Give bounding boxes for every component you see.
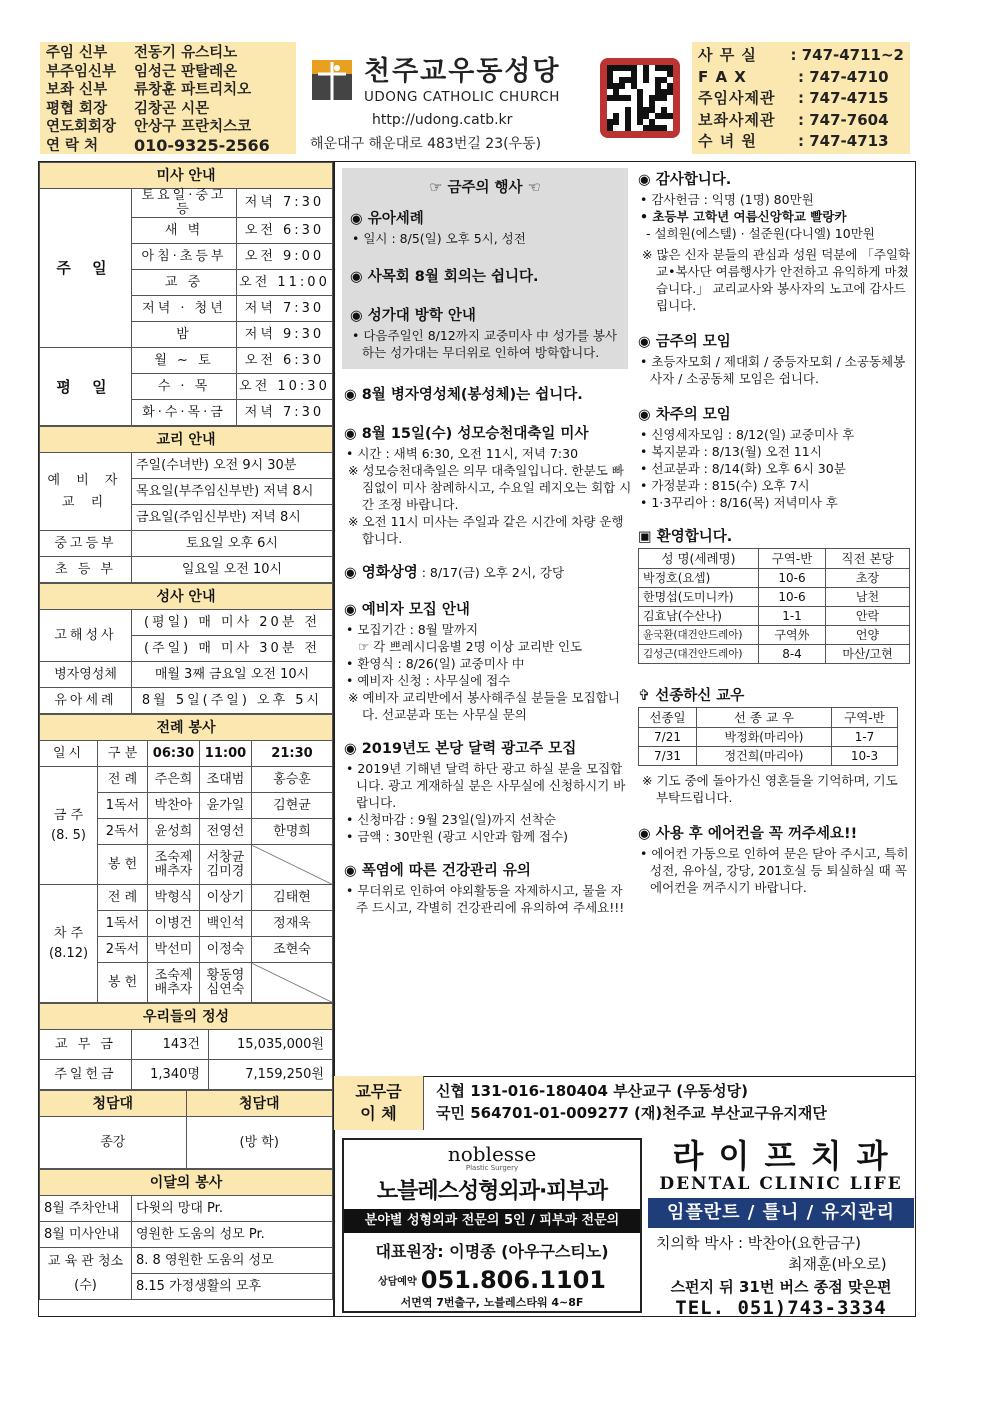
this-week-events-box: ☞ 금주의 행사 ☜ ◉ 유아세례 • 일시 : 8/5(일) 오후 5시, 성전 ◉ 사목회 8월 회의는 쉽니다. ◉ 성가대 방학 안내 • 다음주일인 8/12까지 교중미사 中 성가를 봉사하는 성가대는 무더위로 인하여 방학합니다. <box>342 168 628 369</box>
column-divider <box>333 161 335 1317</box>
staff-list: 주임 신부 전동기 유스티노 부주임신부 임성근 판탈레온 보좌 신부 류창훈 파트리치오 평협 회장 김창곤 시몬 연도회회장 안상구 프란치스코 연 락 처 010-9325-2566 <box>40 42 296 154</box>
deceased-table: 선종일 선 종 교 우 구역-반 7/21 박정화(마리아) 1-7 7/31 정건희(마리아) 10-3 <box>638 707 898 766</box>
doctrine-table: 교리 안내 예 비 자 교 리 주일(수녀반) 오전 9시 30분 목요일(부주임신부반) 저녁 8시 금요일(주임신부반) 저녁 8시 중고등부 토요일 오후 6시 초 등 부 일요일 오전 10시 <box>39 426 333 583</box>
chungdang-table: 청담대 청담대 종강 (방 학) <box>39 1090 333 1169</box>
left-column <box>39 162 333 1300</box>
empty-slash-cell <box>252 845 333 885</box>
contact-list: 사 무 실 : 747-4711~2 F A X : 747-4710 주임사제관 : 747-4715 보좌사제관 : 747-7604 수 녀 원 : 747-4713 <box>692 42 910 154</box>
middle-column: ☞ 금주의 행사 ☜ ◉ 유아세례 • 일시 : 8/5(일) 오후 5시, 성전 ◉ 사목회 8월 회의는 쉽니다. ◉ 성가대 방학 안내 • 다음주일인 8/12까지 교중미사 中 성가를 봉사하는 성가대는 무더위로 인하여 방학합니다. ◉ 8월 병자영성체(봉성체)는 쉽니다. ◉ 8월 15일(수) 성모승천대축일 미사 • 시간 : 새벽 6:30, 오전 11시, 저녁 7:30 ※ 성모승천대축일은 의무 대축일입니다. 한분도 빠짐없이 미사 참례하시고, 수요일 레지오는 회합 시간 조정 바랍니다. ※ 오전 11시 미사는 주일과 같은 시간에 차량 운행 합니다. ◉ 영화상영 : 8/17(금) 오후 2시, 강당 ◉ 예비자 모집 안내 • 모집기간 : 8월 말까지 ☞ 각 쁘레시디움별 2명 이상 교리반 인도 • 환영식 : 8/26(일) 교중미사 中 • 예비자 신청 : 사무실에 접수 ※ 예비자 교리반에서 봉사해주실 분들을 모집합니다. 선교분과 또는 사무실 문의 ◉ 2019년도 본당 달력 광고주 모집 • 2019년 기해년 달력 하단 광고 하실 분을 모집합니다. 광고 게재하실 분은 사무실에 신청하시기 바랍니다. • 신청마감 : 9월 23일(일)까지 선착순 • 금액 : 30만원 (광고 시안과 함께 접수) ◉ 폭염에 따른 건강관리 유의 • 무더위로 인하여 야외활동을 자제하시고, 물을 자주 드시고, 각별히 건강관리에 유의하여 주세요!!! <box>342 168 632 916</box>
sacrament-table: 성사 안내 고해성사 (평일) 매 미사 20분 전 (주일) 매 미사 30분 전 병자영성체 매월 3째 금요일 오전 10시 유아세례 8월 5일(주일) 오후 5시 <box>39 583 333 714</box>
church-address: 해운대구 해운대로 483번길 23(우동) <box>310 136 542 152</box>
mass-table: 미사 안내 주 일 토요일·중고등 저녁 7:30 새 벽 오전 6:30 아침·초등부 오전 9:00 교 중 오전 11:00 저녁 · 청년 저녁 7:30 밤 저녁 9:30 평 일 월 ~ 토 오전 6:30 수 · 목 오전 10:30 화·수·목·금 저녁 7:30 <box>39 162 333 426</box>
liturgy-table: 전례 봉사 일시 구 분 06:30 11:00 21:30 금 주 (8. 5) 전 례 주은희 조대범 홍승훈 1독서 박찬아 윤가일 김현균 2독서 윤성희 전영선 한명희 봉 헌 조숙제 배추자 서창균 김미경 차 주 (8.12) 전 례 박형식 이상기 김태현 1독서 이병건 백인석 정재욱 2독서 박선미 이정숙 조현숙 봉 헌 조숙제 배추자 황동영 심연숙 <box>39 714 333 1003</box>
cross-logo-icon <box>310 56 356 104</box>
life-dental-ad: 라 이 프 치 과 DENTAL CLINIC LIFE 임플란트 / 틀니 / 유지관리 치의학 박사 : 박찬아(요한금구) 최재훈(바오로) 스펀지 뒤 31번 버스 종점 맞은편 TEL. 051)743-3334 <box>648 1138 914 1313</box>
right-column: ◉ 감사합니다. • 감사헌금 : 익명 (1명) 80만원 • 초등부 고학년 여름신앙학교 빨랑카 - 설희원(에스텔) · 설준원(다니엘) 10만원 ※ 많은 신자 분들의 관심과 성원 덕분에 「주일학교•복사단 여름행사가 안전하고 유익하게 마쳤습니다.」 교리교사와 봉사자의 노고에 감사드립니다. ◉ 금주의 모임 • 초등자모회 / 제대회 / 중등자모회 / 소공동체봉사자 / 소공동체 모임은 쉽니다. ◉ 차주의 모임 • 신영세자모임 : 8/12(일) 교중미사 후 • 복지분과 : 8/13(월) 오전 11시 • 선교분과 : 8/14(화) 오후 6시 30분 • 가정분과 : 815(수) 오후 7시 • 1·3꾸리아 : 8/16(목) 저녁미사 후 ▣ 환영합니다. 성 명(세례명) 구역-반 직전 본당 박정호(요셉) 10-6 초장 한명섭(도미니카) 10-6 남천 김효남(수산나) 1-1 안락 윤국환(대건안드레아) 구역外 언양 김성근(대건안드레아) 8-4 마산/고현 ✞ 선종하신 교우 선종일 선 종 교 우 구역-반 7/21 박정화(마리아) 1-7 7/31 정건희(마리아) 10-3 ※ 기도 중에 돌아가신 영혼들을 기억하며, 기도 부탁드립니다. ◉ 사용 후 에어컨을 꼭 꺼주세요!! • 에어컨 가동으로 인하여 문은 닫아 주시고, 특히 성전, 유아실, 강당, 201호실 등 퇴실하실 때 꼭 에어컨을 꺼주시기 바랍니다. <box>638 172 911 895</box>
noblesse-ad: noblesse Plastic Surgery 노블레스성형외과·피부과 분야별 성형외과 전문의 5인 / 피부과 전문의 대표원장: 이명종 (아우구스티노) 상담예약 051.806.1101 서면역 7번출구, 노블레스타워 4~8F <box>342 1138 642 1313</box>
church-name: 천주교우동성당 <box>364 56 561 87</box>
monthly-service-table: 이달의 봉사 8월 주차안내 다윗의 망대 Pr. 8월 미사안내 영원한 도움의 성모 Pr. 교 육 관 청소(수) 8. 8 영원한 도움의 성모 8.15 가정생활의 모후 <box>39 1169 333 1300</box>
bank-label: 교무금 이 체 <box>334 1076 424 1130</box>
offering-table: 우리들의 정성 교 무 금 143건 15,035,000원 주일헌금 1,340명 7,159,250원 <box>39 1003 333 1090</box>
church-url[interactable]: http://udong.catb.kr <box>372 112 513 128</box>
welcome-table: 성 명(세례명) 구역-반 직전 본당 박정호(요셉) 10-6 초장 한명섭(도미니카) 10-6 남천 김효남(수산나) 1-1 안락 윤국환(대건안드레아) 구역外 언양 김성근(대건안드레아) 8-4 마산/고현 <box>638 548 910 664</box>
church-english-name: UDONG CATHOLIC CHURCH <box>364 89 560 105</box>
church-logo-block <box>310 50 600 110</box>
qr-code-icon <box>600 58 680 138</box>
empty-slash-cell <box>252 963 333 1003</box>
bank-accounts: 신협 131-016-180404 부산교구 (우동성당) 국민 564701-01-009277 (재)천주교 부산교구유지재단 <box>436 1082 827 1122</box>
